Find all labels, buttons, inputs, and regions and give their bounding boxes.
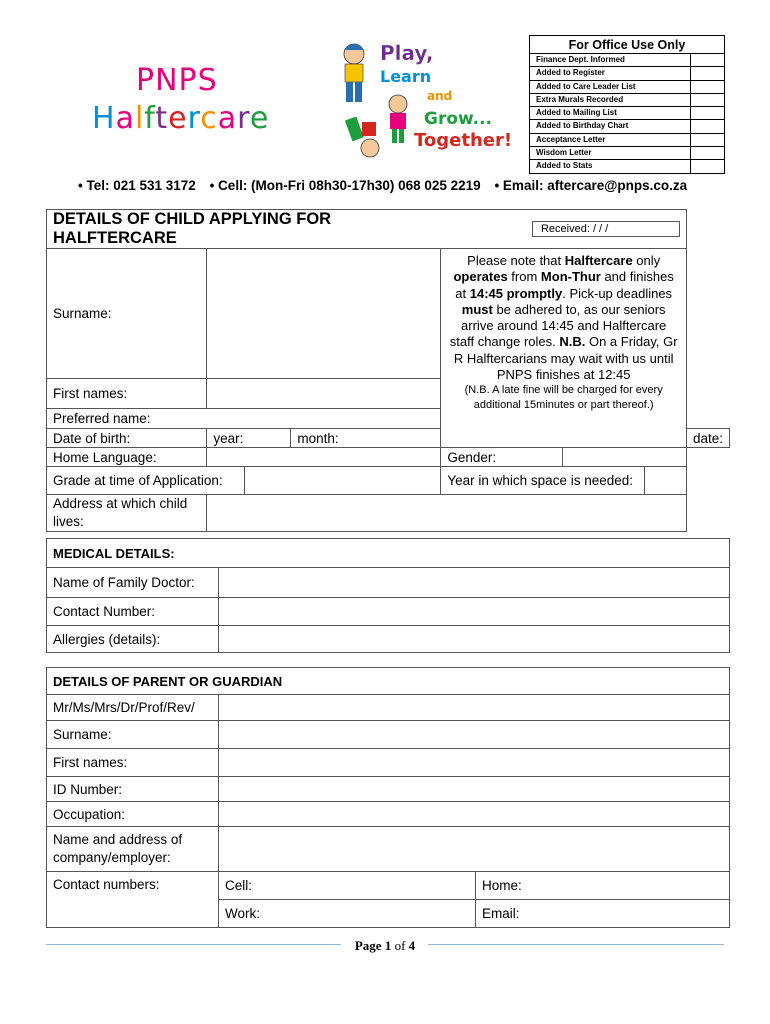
salutation-label: Mr/Ms/Mrs/Dr/Prof/Rev/ — [47, 695, 219, 721]
first-names-input[interactable] — [207, 379, 441, 409]
contact-tel: • Tel: 021 531 3172 — [78, 178, 196, 193]
office-title: For Office Use Only — [530, 36, 724, 54]
art-learn-text: Learn — [380, 67, 432, 86]
art-grow-text: Grow... — [424, 109, 493, 129]
allergies-label: Allergies (details): — [47, 626, 219, 653]
child-details-table — [46, 209, 730, 532]
doctor-input[interactable] — [219, 568, 730, 598]
address-label: Address at which child lives: — [47, 495, 207, 532]
office-row: Added to Birthday Chart — [530, 120, 724, 133]
year-space-input[interactable] — [645, 467, 687, 495]
office-row: Wisdom Letter — [530, 147, 724, 160]
office-checkbox[interactable] — [691, 160, 724, 172]
id-number-label: ID Number: — [47, 777, 219, 802]
address-input[interactable] — [207, 495, 687, 532]
halftercare-notice: Please note that Halftercare only operates from Mon-Thur and finishes at 14:45 promptly. Pick-up deadlines must be adhered to, as our seniors arrive around 14:45 and Halftercare staff change roles. N.B. On a Friday, Gr R Halftercarians may wait with us until PNPS finishes at 12:45 (N.B. A late fine will be charged for every additional 15minutes or part thereof.) — [441, 249, 687, 448]
logo-line1: PNPS — [136, 63, 218, 98]
id-number-input[interactable] — [219, 777, 730, 802]
office-checkbox[interactable] — [691, 147, 724, 159]
dob-month-input[interactable]: month: — [291, 429, 441, 448]
play-learn-grow-illustration — [332, 38, 512, 168]
preferred-name-label: Preferred name: — [47, 409, 207, 429]
dob-label: Date of birth: — [47, 429, 207, 448]
logo-line2: Halftercare — [92, 101, 270, 136]
late-fine-note: (N.B. A late fine will be charged for every additional 15minutes or part thereof.) — [464, 384, 663, 412]
office-checkbox[interactable] — [691, 94, 724, 106]
home-input[interactable]: Home: — [476, 872, 730, 900]
medical-contact-label: Contact Number: — [47, 598, 219, 626]
year-space-label: Year in which space is needed: — [441, 467, 645, 495]
cell-input[interactable]: Cell: — [219, 872, 476, 900]
page-footer: Page 1 of 4 — [354, 938, 416, 953]
office-row: Added to Stats — [530, 160, 724, 172]
grade-input[interactable] — [244, 467, 441, 495]
office-row: Finance Dept. Informed — [530, 54, 724, 67]
medical-table — [46, 538, 730, 653]
art-play-text: Play, — [380, 41, 434, 65]
email-input[interactable]: Email: — [476, 900, 730, 928]
parent-first-names-input[interactable] — [219, 749, 730, 777]
grade-label: Grade at time of Application: — [47, 467, 245, 495]
office-checkbox[interactable] — [691, 67, 724, 79]
office-checkbox[interactable] — [691, 107, 724, 119]
contact-numbers-label: Contact numbers: — [47, 872, 219, 928]
office-row: Acceptance Letter — [530, 134, 724, 147]
home-language-input[interactable] — [207, 448, 441, 467]
office-row: Added to Care Leader List — [530, 81, 724, 94]
first-names-label: First names: — [47, 379, 207, 409]
office-checkbox[interactable] — [691, 120, 724, 132]
office-row: Added to Register — [530, 67, 724, 80]
office-row: Added to Mailing List — [530, 107, 724, 120]
parent-first-names-label: First names: — [47, 749, 219, 777]
dob-date-input[interactable]: date: — [686, 429, 729, 448]
office-checkbox[interactable] — [691, 81, 724, 93]
home-language-label: Home Language: — [47, 448, 207, 467]
parent-title: DETAILS OF PARENT OR GUARDIAN — [47, 668, 730, 695]
office-row: Extra Murals Recorded — [530, 94, 724, 107]
occupation-label: Occupation: — [47, 802, 219, 827]
office-checkbox[interactable] — [691, 54, 724, 66]
contact-line — [78, 178, 697, 193]
gender-label: Gender: — [441, 448, 563, 467]
art-and-text: and — [427, 89, 453, 103]
medical-contact-input[interactable] — [219, 598, 730, 626]
employer-label: Name and address of company/employer: — [47, 827, 219, 872]
salutation-input[interactable] — [219, 695, 730, 721]
preferred-name-input[interactable] — [207, 409, 441, 429]
contact-cell: • Cell: (Mon-Fri 08h30-17h30) 068 025 2219 — [209, 178, 481, 193]
art-together-text: Together! — [414, 130, 512, 151]
office-checkbox[interactable] — [691, 134, 724, 146]
parent-surname-label: Surname: — [47, 721, 219, 749]
allergies-input[interactable] — [219, 626, 730, 653]
occupation-input[interactable] — [219, 802, 730, 827]
employer-input[interactable] — [219, 827, 730, 872]
medical-title: MEDICAL DETAILS: — [47, 539, 730, 568]
doctor-label: Name of Family Doctor: — [47, 568, 219, 598]
work-input[interactable]: Work: — [219, 900, 476, 928]
gender-input[interactable] — [563, 448, 687, 467]
contact-email: • Email: aftercare@pnps.co.za — [494, 178, 688, 193]
parent-table — [46, 667, 730, 928]
child-section-title: DETAILS OF CHILD APPLYING FOR HALFTERCARE — [47, 210, 441, 249]
surname-input[interactable] — [207, 249, 441, 379]
pnps-logo — [92, 63, 270, 136]
received-stamp: Received: / / / — [532, 221, 680, 237]
office-use-box — [529, 35, 725, 174]
parent-surname-input[interactable] — [219, 721, 730, 749]
surname-label: Surname: — [47, 249, 207, 379]
dob-year-input[interactable]: year: — [207, 429, 291, 448]
